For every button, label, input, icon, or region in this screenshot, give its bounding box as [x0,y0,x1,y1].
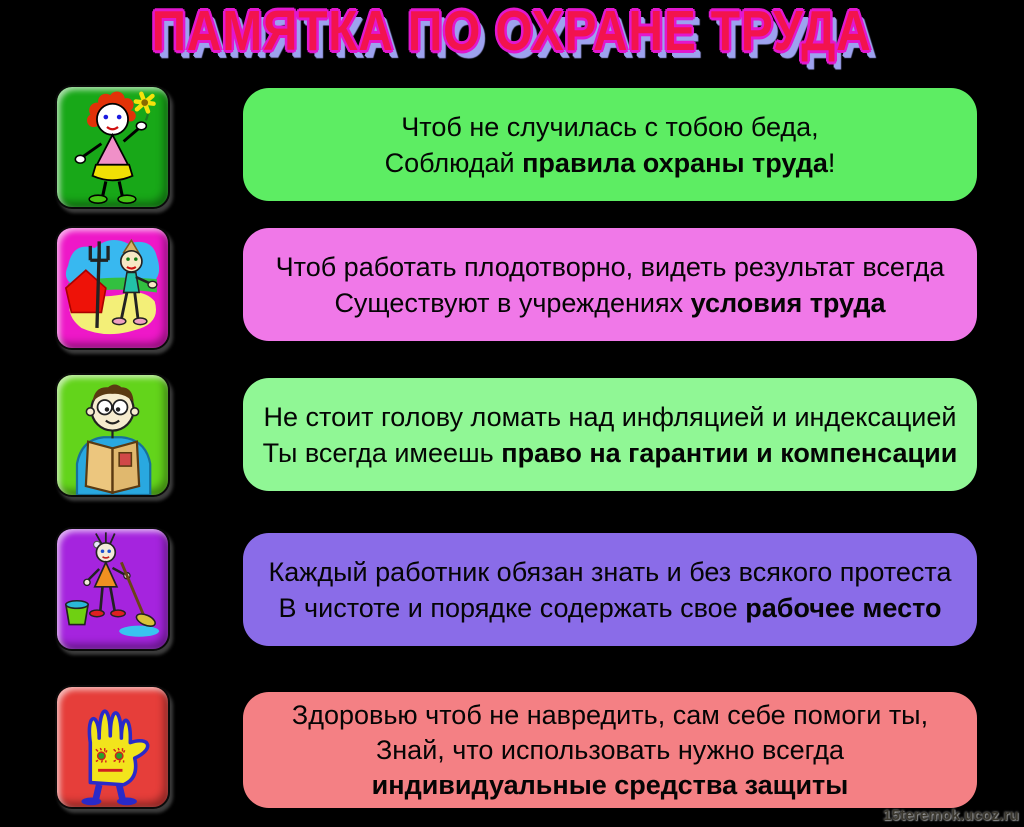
memo-box-protection [243,692,977,808]
farmer-with-pitchfork-icon [55,226,170,350]
hand-character-drawing [57,687,168,807]
memo-line [334,285,885,321]
girl-mopping-icon [55,527,170,651]
text-segment: Каждый работник обязан знать и без всякого протеста [268,556,952,587]
memo-box-workplace [243,533,977,646]
memo-line [376,733,844,768]
text-segment: Здоровью чтоб не навредить, сам себе помоги ты, [291,699,929,730]
text-segment: Чтоб не случилась с тобою беда, [401,111,819,142]
page-title-wrap [0,0,1024,62]
text-segment-bold: правила охраны труда [522,147,828,178]
page-title: ПАМЯТКА ПО ОХРАНЕ ТРУДА [151,0,872,63]
memo-line [264,399,957,435]
text-segment: ! [827,147,836,178]
memo-line [401,109,818,145]
text-segment-bold: условия труда [690,287,886,318]
memo-line [263,435,958,471]
text-segment: Существуют в учреждениях [334,287,691,318]
memo-box-conditions [243,228,977,341]
text-segment: Знай, что использовать нужно всегда [375,734,845,765]
text-segment: Чтоб работать плодотворно, видеть результат всегда [275,251,945,282]
girl-mopping-drawing [57,529,168,649]
memo-line [385,145,836,181]
text-segment-bold: рабочее место [745,592,942,623]
farmer-drawing [57,228,168,348]
text-segment-bold: индивидуальные средства защиты [371,769,849,800]
memo-box-rules [243,88,977,201]
man-reading-book-icon [55,373,170,497]
girl-with-flower-icon [55,85,170,209]
text-segment: Соблюдай [384,147,523,178]
memo-box-guarantees [243,378,977,491]
memo-line [279,590,942,626]
text-segment: В чистоте и порядке содержать свое [278,592,746,623]
text-segment-bold: право на гарантии и компенсации [501,437,958,468]
memo-line [292,698,928,733]
memo-line [269,554,952,590]
text-segment: Не стоит голову ломать над инфляцией и индексацией [263,401,957,432]
text-segment: Ты всегда имеешь [262,437,502,468]
memo-line [372,768,849,803]
memo-line [276,249,945,285]
hand-character-icon [55,685,170,809]
site-watermark: 15teremok.ucoz.ru [883,807,1019,824]
girl-with-flower-drawing [57,87,168,207]
man-reading-drawing [57,375,168,495]
